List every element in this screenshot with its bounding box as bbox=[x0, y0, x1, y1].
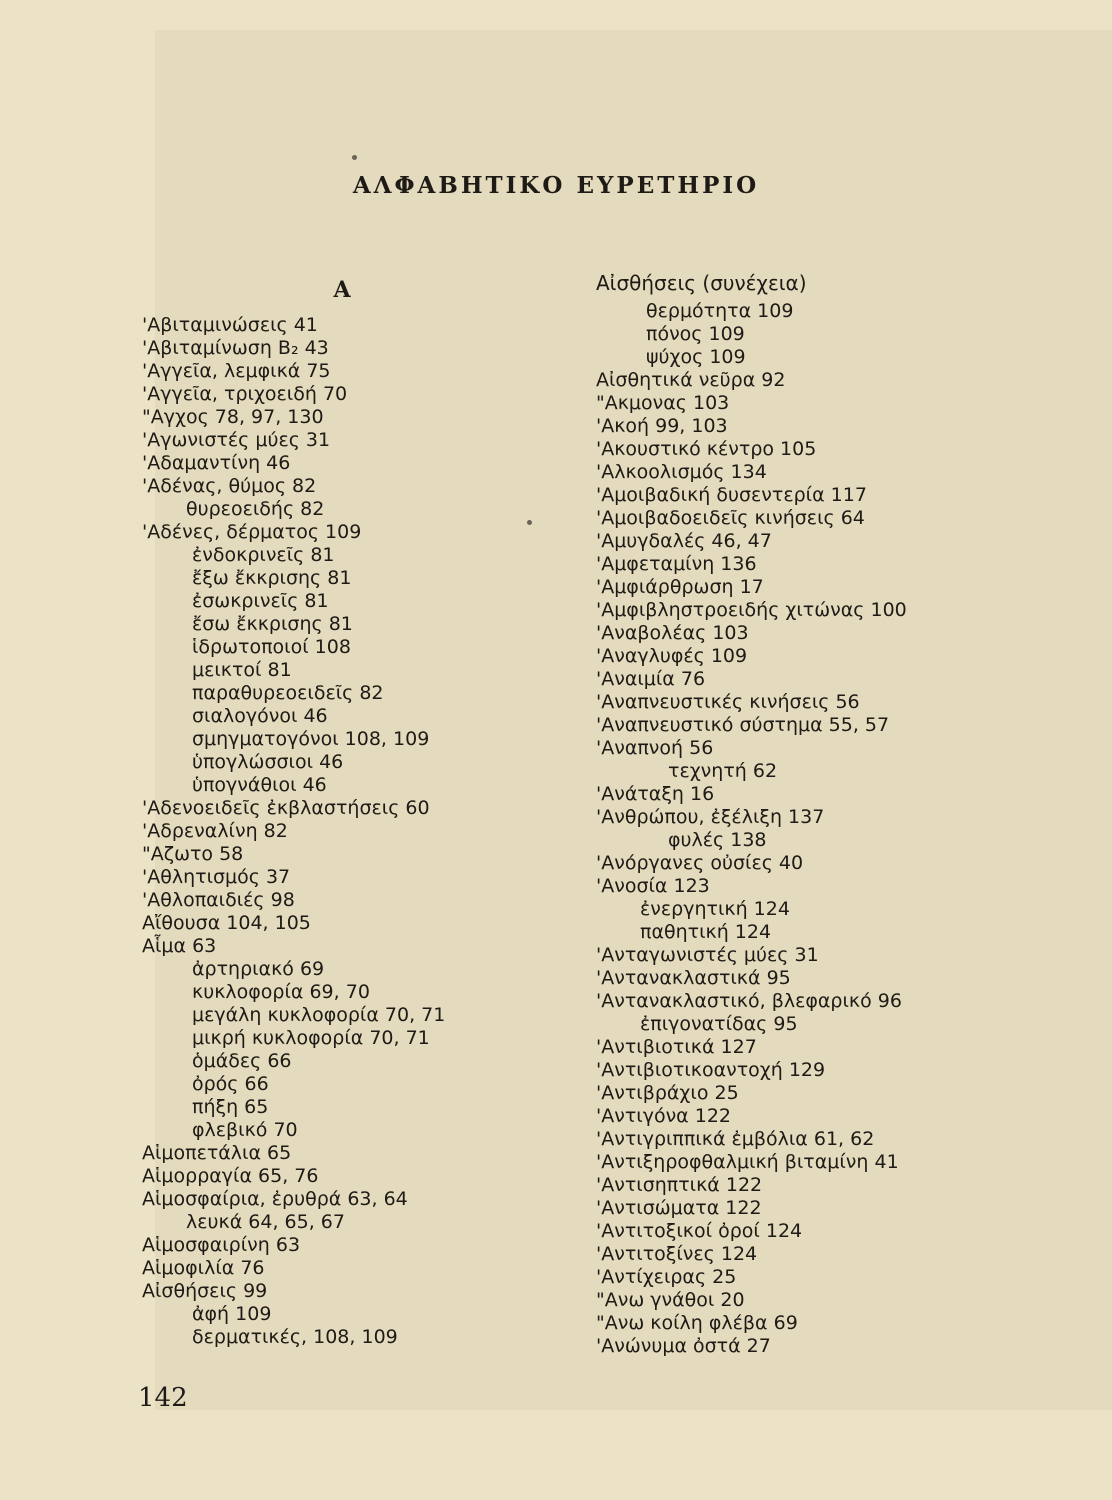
index-entry: ἔξω ἔκκρισης 81 bbox=[192, 567, 352, 589]
index-entry: πήξη 65 bbox=[192, 1096, 269, 1118]
index-entry: 'Αντιτοξίνες 124 bbox=[596, 1243, 758, 1265]
index-entry: 'Αδένας, θύμος 82 bbox=[142, 475, 317, 497]
index-entry: 'Αμφεταμίνη 136 bbox=[596, 553, 757, 575]
ink-speck bbox=[352, 155, 357, 160]
index-entry: "Αζωτο 58 bbox=[142, 843, 244, 865]
index-entry: "Ακμονας 103 bbox=[596, 392, 730, 414]
index-entry: 'Ανταγωνιστές μύες 31 bbox=[596, 944, 819, 966]
section-letter: Α bbox=[333, 277, 351, 303]
index-entry: 'Αθλοπαιδιές 98 bbox=[142, 889, 295, 911]
index-entry: 'Αντιτοξικοί ὀροί 124 bbox=[596, 1220, 803, 1242]
index-entry: 'Αντισώματα 122 bbox=[596, 1197, 762, 1219]
right-column bbox=[596, 270, 1076, 1358]
index-entry: 'Αμφιβληστροειδής χιτώνας 100 bbox=[596, 599, 907, 621]
index-entry: "Ανω κοίλη φλέβα 69 bbox=[596, 1312, 798, 1334]
index-entry: 'Αθλητισμός 37 bbox=[142, 866, 291, 888]
index-entry: 'Ανοσία 123 bbox=[596, 875, 710, 897]
index-entry: "Αγχος 78, 97, 130 bbox=[142, 406, 324, 428]
index-entry: 'Αμοιβαδοειδεῖς κινήσεις 64 bbox=[596, 507, 865, 529]
index-entry: ἀρτηριακό 69 bbox=[192, 958, 325, 980]
index-entry: 'Αγωνιστές μύες 31 bbox=[142, 429, 331, 451]
index-entry: τεχνητή 62 bbox=[668, 760, 778, 782]
index-entry: 'Αναιμία 76 bbox=[596, 668, 706, 690]
index-entry: 'Ανόργανες οὐσίες 40 bbox=[596, 852, 804, 874]
index-entry: 'Αντιγριππικά ἐμβόλια 61, 62 bbox=[596, 1128, 875, 1150]
page-number: 142 bbox=[138, 1383, 188, 1413]
index-entry: ἐνδοκρινεῖς 81 bbox=[192, 544, 335, 566]
index-entry: 'Αλκοολισμός 134 bbox=[596, 461, 767, 483]
index-entry: ἔσω ἔκκρισης 81 bbox=[192, 613, 353, 635]
index-entry: 'Αντιγόνα 122 bbox=[596, 1105, 732, 1127]
index-entry: 'Αμοιβαδική δυσεντερία 117 bbox=[596, 484, 867, 506]
index-entry: Αἱμορραγία 65, 76 bbox=[142, 1165, 319, 1187]
index-entry: 'Αβιταμινώσεις 41 bbox=[142, 314, 318, 336]
index-entry: ὑπογλώσσιοι 46 bbox=[192, 751, 344, 773]
index-entry: 'Αβιταμίνωση B₂ 43 bbox=[142, 337, 329, 359]
index-entry: 'Αδαμαντίνη 46 bbox=[142, 452, 291, 474]
index-entry: μεικτοί 81 bbox=[192, 659, 292, 681]
index-entry: θυρεοειδής 82 bbox=[186, 498, 325, 520]
right-entry-list bbox=[596, 300, 1076, 1358]
index-entry: 'Αντιβιοτικοαντοχή 129 bbox=[596, 1059, 826, 1081]
index-entry: 'Αμφιάρθρωση 17 bbox=[596, 576, 764, 598]
index-entry: Αἱμοφιλία 76 bbox=[142, 1257, 265, 1279]
continuation-heading: Αἰσθήσεις (συνέχεια) bbox=[596, 271, 807, 295]
index-entry: φυλές 138 bbox=[668, 829, 767, 851]
index-entry: Αἱμοσφαιρίνη 63 bbox=[142, 1234, 301, 1256]
left-entry-list bbox=[142, 314, 582, 1349]
index-entry: δερματικές, 108, 109 bbox=[192, 1326, 398, 1348]
index-entry: 'Αντιβράχιο 25 bbox=[596, 1082, 739, 1104]
index-entry: 'Αντανακλαστικό, βλεφαρικό 96 bbox=[596, 990, 902, 1012]
index-entry: μεγάλη κυκλοφορία 70, 71 bbox=[192, 1004, 446, 1026]
index-entry: μικρή κυκλοφορία 70, 71 bbox=[192, 1027, 430, 1049]
index-entry: "Ανω γνάθοι 20 bbox=[596, 1289, 745, 1311]
index-entry: ἐπιγονατίδας 95 bbox=[640, 1013, 798, 1035]
index-entry: Αἱμοσφαίρια, ἐρυθρά 63, 64 bbox=[142, 1188, 408, 1210]
index-entry: 'Αγγεῖα, τριχοειδή 70 bbox=[142, 383, 348, 405]
index-entry: 'Ανώνυμα ὀστά 27 bbox=[596, 1335, 771, 1357]
index-entry: 'Αναγλυφές 109 bbox=[596, 645, 748, 667]
index-entry: Αἴθουσα 104, 105 bbox=[142, 912, 311, 934]
index-entry: παραθυρεοειδεῖς 82 bbox=[192, 682, 384, 704]
index-entry: Αἰσθήσεις 99 bbox=[142, 1280, 268, 1302]
index-entry: ἱδρωτοποιοί 108 bbox=[192, 636, 351, 658]
index-entry: 'Αντισηπτικά 122 bbox=[596, 1174, 763, 1196]
index-entry: ὁμάδες 66 bbox=[192, 1050, 292, 1072]
index-entry: 'Αντιξηροφθαλμική βιταμίνη 41 bbox=[596, 1151, 899, 1173]
index-entry: 'Αναπνοή 56 bbox=[596, 737, 714, 759]
index-entry: 'Αδρεναλίνη 82 bbox=[142, 820, 288, 842]
index-entry: σμηγματογόνοι 108, 109 bbox=[192, 728, 430, 750]
index-entry: 'Αμυγδαλές 46, 47 bbox=[596, 530, 772, 552]
index-entry: 'Ανάταξη 16 bbox=[596, 783, 715, 805]
index-entry: ὀρός 66 bbox=[192, 1073, 269, 1095]
index-entry: 'Ακουστικό κέντρο 105 bbox=[596, 438, 817, 460]
index-entry: 'Ανθρώπου, ἐξέλιξη 137 bbox=[596, 806, 825, 828]
index-entry: 'Αναβολέας 103 bbox=[596, 622, 749, 644]
index-entry: σιαλογόνοι 46 bbox=[192, 705, 328, 727]
index-entry: 'Αναπνευστικές κινήσεις 56 bbox=[596, 691, 860, 713]
index-entry: 'Αντίχειρας 25 bbox=[596, 1266, 737, 1288]
index-entry: Αἱμοπετάλια 65 bbox=[142, 1142, 292, 1164]
index-entry: 'Αγγεῖα, λεμφικά 75 bbox=[142, 360, 331, 382]
page-title: ΑΛΦΑΒΗΤΙΚΟ ΕΥΡΕΤΗΡΙΟ bbox=[352, 172, 760, 199]
index-entry: 'Αδενοειδεῖς ἐκβλαστήσεις 60 bbox=[142, 797, 430, 819]
index-entry: λευκά 64, 65, 67 bbox=[186, 1211, 345, 1233]
index-entry: παθητική 124 bbox=[640, 921, 772, 943]
index-entry: ἐνεργητική 124 bbox=[640, 898, 790, 920]
index-entry: πόνος 109 bbox=[646, 323, 745, 345]
left-column bbox=[142, 270, 582, 1349]
index-entry: Αἰσθητικά νεῦρα 92 bbox=[596, 369, 786, 391]
index-entry: 'Αδένες, δέρματος 109 bbox=[142, 521, 362, 543]
index-entry: 'Αναπνευστικό σύστημα 55, 57 bbox=[596, 714, 890, 736]
index-entry: θερμότητα 109 bbox=[646, 300, 794, 322]
index-entry: ἀφή 109 bbox=[192, 1303, 272, 1325]
index-entry: ἐσωκρινεῖς 81 bbox=[192, 590, 329, 612]
index-entry: κυκλοφορία 69, 70 bbox=[192, 981, 370, 1003]
index-entry: φλεβικό 70 bbox=[192, 1119, 298, 1141]
index-entry: 'Ακοή 99, 103 bbox=[596, 415, 728, 437]
index-entry: Αἷμα 63 bbox=[142, 935, 217, 957]
index-entry: ὑπογνάθιοι 46 bbox=[192, 774, 327, 796]
index-entry: 'Αντιβιοτικά 127 bbox=[596, 1036, 757, 1058]
index-entry: ψύχος 109 bbox=[646, 346, 746, 368]
index-entry: 'Αντανακλαστικά 95 bbox=[596, 967, 791, 989]
